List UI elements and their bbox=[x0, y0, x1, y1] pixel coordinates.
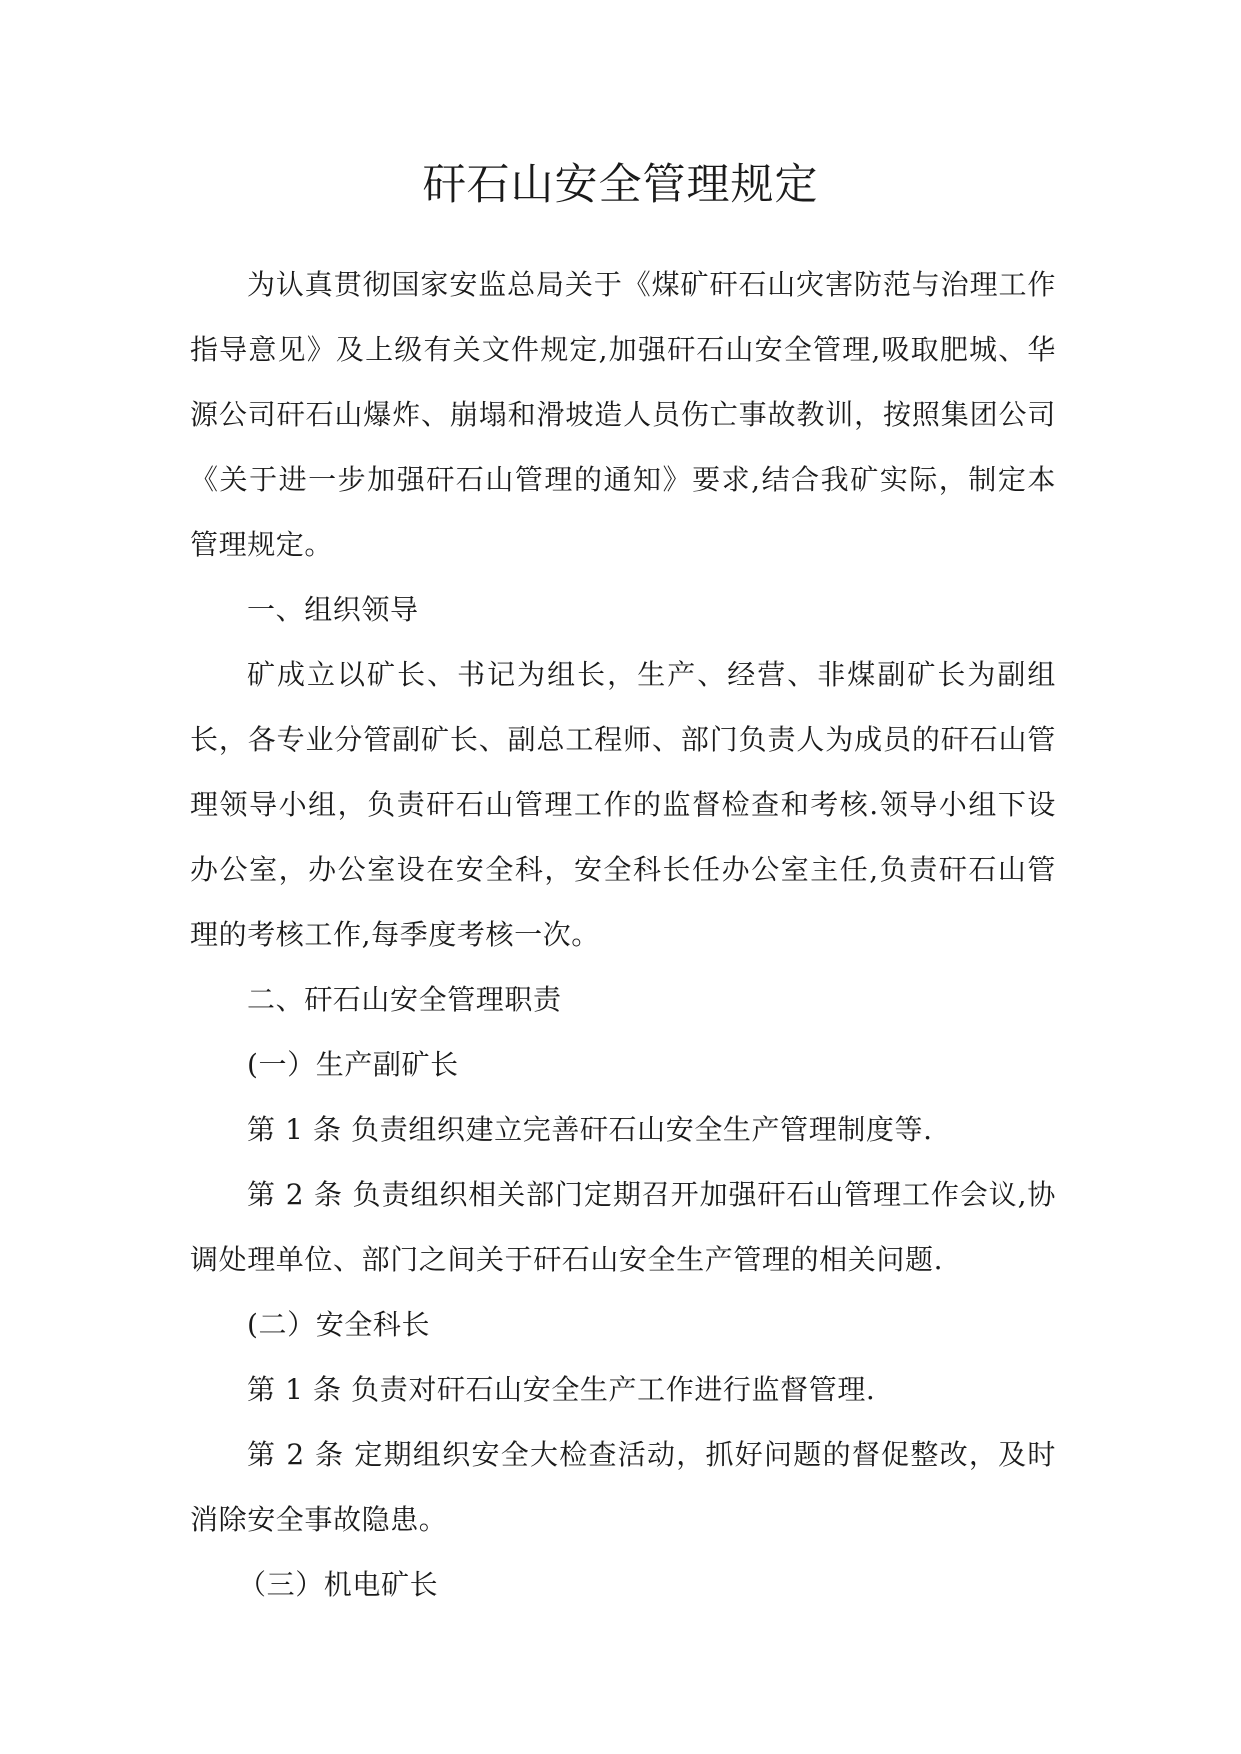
article-production-1: 第 1 条 负责组织建立完善矸石山安全生产管理制度等. bbox=[247, 1113, 933, 1146]
section-heading-organization: 一、组织领导 bbox=[247, 593, 419, 626]
document-title: 矸石山安全管理规定 bbox=[422, 160, 819, 210]
subsection-heading-electromechanical: （三）机电矿长 bbox=[238, 1568, 439, 1601]
subsection-heading-production: (一）生产副矿长 bbox=[247, 1048, 459, 1081]
section-heading-responsibilities: 二、矸石山安全管理职责 bbox=[247, 983, 562, 1016]
article-safety-1: 第 1 条 负责对矸石山安全生产工作进行监督管理. bbox=[247, 1373, 876, 1406]
article-safety-2: 第 2 条 定期组织安全大检查活动，抓好问题的督促整改，及时消除安全事故隐患。 bbox=[190, 1438, 1056, 1536]
article-production-2: 第 2 条 负责组织相关部门定期召开加强矸石山管理工作会议,协调处理单位、部门之间关于矸石山安全生产管理的相关问题. bbox=[190, 1178, 1056, 1276]
intro-paragraph: 为认真贯彻国家安监总局关于《煤矿矸石山灾害防范与治理工作指导意见》及上级有关文件规定,加强矸石山安全管理,吸取肥城、华源公司矸石山爆炸、崩塌和滑坡造人员伤亡事故教训，按照集团公司《关于进一步加强矸石山管理的通知》要求,结合我矿实际，制定本管理规定。 bbox=[190, 268, 1056, 561]
document-body bbox=[190, 252, 1056, 1617]
subsection-heading-safety: (二）安全科长 bbox=[247, 1308, 431, 1341]
organization-paragraph: 矿成立以矿长、书记为组长，生产、经营、非煤副矿长为副组长，各专业分管副矿长、副总工程师、部门负责人为成员的矸石山管理领导小组，负责矸石山管理工作的监督检查和考核.领导小组下设办公室，办公室设在安全科，安全科长任办公室主任,负责矸石山管理的考核工作,每季度考核一次。 bbox=[190, 658, 1056, 951]
